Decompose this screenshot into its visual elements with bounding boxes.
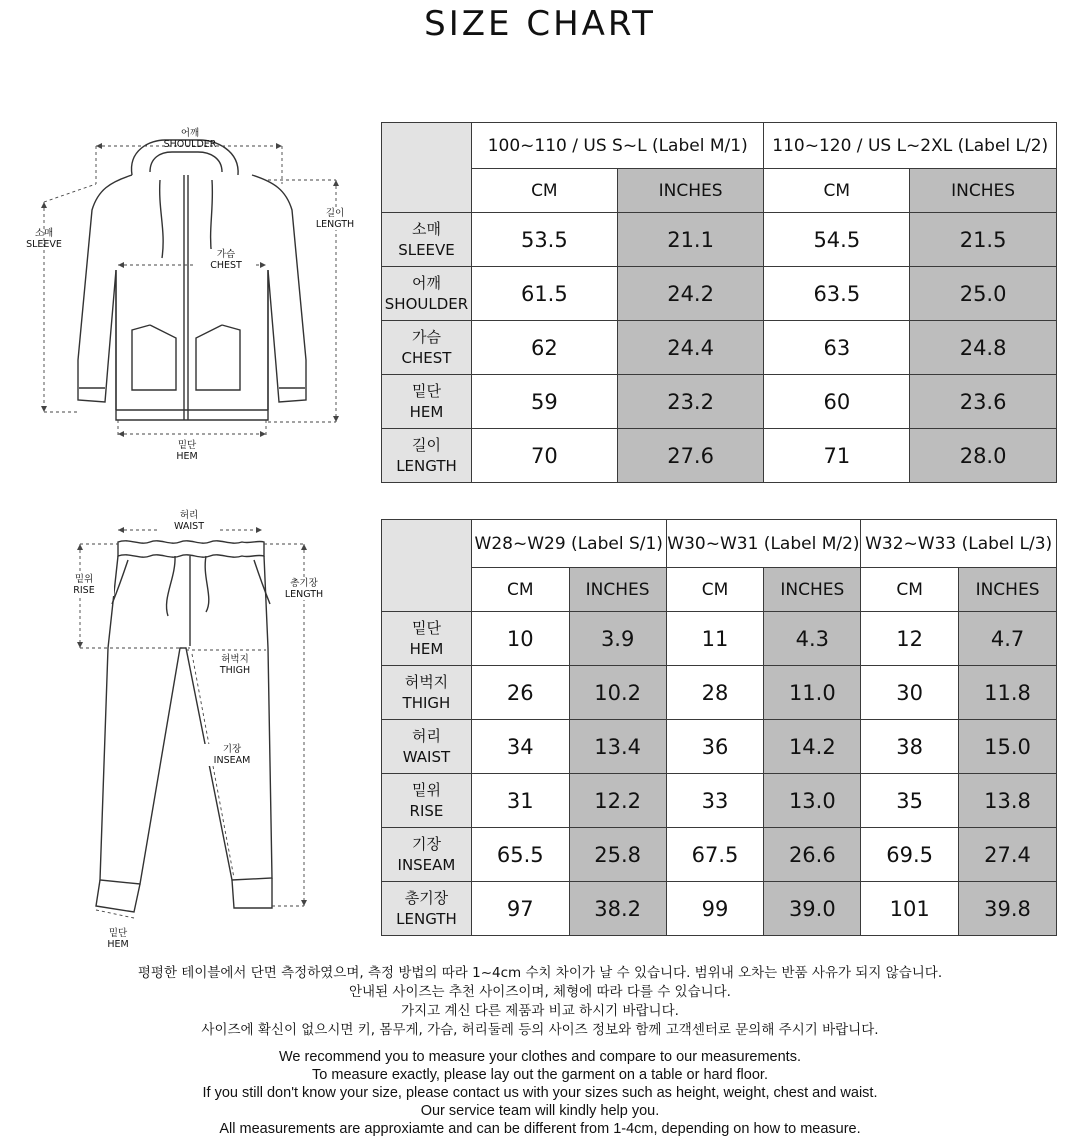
pants-diagram [0,508,370,958]
size-group-header: 110~120 / US L~2XL (Label L/2) [764,123,1057,169]
value-cell: 34 [471,720,569,774]
note-line: 평평한 테이블에서 단면 측정하였으며, 측정 방법의 따라 1~4cm 수치 차이가 날 수 있습니다. 범위내 오차는 반품 사유가 되지 않습니다. [137,965,943,981]
value-cell: 13.0 [764,774,861,828]
sleeve-label: 소매 SLEEVE [26,228,62,250]
value-cell: 15.0 [959,720,1057,774]
value-cell: 14.2 [764,720,861,774]
page-title: SIZE CHART [424,4,656,44]
value-cell: 12 [861,612,959,666]
value-cell: 60 [764,375,910,429]
value-cell: 13.4 [569,720,666,774]
size-group-header: W30~W31 (Label M/2) [666,520,861,568]
row-header-sleeve: 소매 SLEEVE [382,213,472,267]
value-cell: 67.5 [666,828,764,882]
unit-header-inches: INCHES [617,169,764,213]
note-line: All measurements are approxiamte and can be different from 1-4cm, depending on how to measure. [219,1121,861,1137]
unit-header-inches: INCHES [764,568,861,612]
value-cell: 97 [471,882,569,936]
value-cell: 39.8 [959,882,1057,936]
value-cell: 30 [861,666,959,720]
value-cell: 26 [471,666,569,720]
value-cell: 13.8 [959,774,1057,828]
value-cell: 24.2 [617,267,764,321]
unit-header-cm: CM [666,568,764,612]
value-cell: 26.6 [764,828,861,882]
value-cell: 23.6 [910,375,1057,429]
note-line: 가지고 계신 다른 제품과 비교 하시기 바랍니다. [401,1003,679,1019]
note-line: 사이즈에 확신이 없으시면 키, 몸무게, 가슴, 허리둘레 등의 사이즈 정보와 함께 고객센터로 문의해 주시기 바랍니다. [201,1022,879,1038]
size-group-header: 100~110 / US S~L (Label M/1) [471,123,763,169]
value-cell: 25.0 [910,267,1057,321]
value-cell: 62 [471,321,617,375]
table-row [382,666,1057,720]
value-cell: 63.5 [764,267,910,321]
hoodie-diagram [0,120,370,480]
hoodie-size-table [381,122,1057,483]
value-cell: 54.5 [764,213,910,267]
pants-size-table [381,519,1057,936]
value-cell: 21.1 [617,213,764,267]
value-cell: 35 [861,774,959,828]
table-row [382,720,1057,774]
table-row [382,882,1057,936]
table-row [382,429,1057,483]
size-group-header: W28~W29 (Label S/1) [471,520,666,568]
row-header-inseam: 기장 INSEAM [382,828,472,882]
value-cell: 4.7 [959,612,1057,666]
value-cell: 25.8 [569,828,666,882]
hoodie-illustration [0,120,370,480]
inseam-label: 기장 INSEAM [202,744,262,766]
unit-header-inches: INCHES [569,568,666,612]
table-corner [382,520,472,612]
value-cell: 31 [471,774,569,828]
row-header-hem: 밑단 HEM [382,612,472,666]
value-cell: 65.5 [471,828,569,882]
unit-header-cm: CM [764,169,910,213]
unit-header-inches: INCHES [959,568,1057,612]
english-notes [0,1048,1080,1138]
row-header-chest: 가슴 CHEST [382,321,472,375]
row-header-length: 길이 LENGTH [382,429,472,483]
note-line: We recommend you to measure your clothes and compare to our measurements. [279,1049,801,1065]
note-line: If you still don't know your size, please contact us with your sizes such as height, weight, chest and waist. [202,1085,878,1101]
value-cell: 38 [861,720,959,774]
unit-header-cm: CM [861,568,959,612]
value-cell: 69.5 [861,828,959,882]
value-cell: 4.3 [764,612,861,666]
value-cell: 11.8 [959,666,1057,720]
value-cell: 39.0 [764,882,861,936]
value-cell: 21.5 [910,213,1057,267]
value-cell: 70 [471,429,617,483]
note-line: Our service team will kindly help you. [420,1103,660,1119]
value-cell: 23.2 [617,375,764,429]
size-group-header: W32~W33 (Label L/3) [861,520,1057,568]
value-cell: 27.4 [959,828,1057,882]
row-header-shoulder: 어깨 SHOULDER [382,267,472,321]
table-row [382,213,1057,267]
value-cell: 11 [666,612,764,666]
value-cell: 24.8 [910,321,1057,375]
table-row [382,267,1057,321]
value-cell: 63 [764,321,910,375]
row-header-hem: 밑단 HEM [382,375,472,429]
value-cell: 27.6 [617,429,764,483]
unit-header-cm: CM [471,169,617,213]
row-header-thigh: 허벅지 THIGH [382,666,472,720]
value-cell: 36 [666,720,764,774]
value-cell: 10 [471,612,569,666]
value-cell: 53.5 [471,213,617,267]
value-cell: 99 [666,882,764,936]
value-cell: 11.0 [764,666,861,720]
shoulder-label: 어깨 SHOULDER [163,128,217,150]
row-header-rise: 밑위 RISE [382,774,472,828]
thigh-label: 허벅지 THIGH [205,654,265,676]
value-cell: 28.0 [910,429,1057,483]
waist-label: 허리 WAIST [159,510,219,532]
total-length-label: 총기장 LENGTH [272,578,336,600]
table-row [382,828,1057,882]
unit-header-inches: INCHES [910,169,1057,213]
value-cell: 61.5 [471,267,617,321]
value-cell: 38.2 [569,882,666,936]
value-cell: 71 [764,429,910,483]
table-row [382,321,1057,375]
table-corner [382,123,472,213]
table-row [382,375,1057,429]
value-cell: 24.4 [617,321,764,375]
value-cell: 10.2 [569,666,666,720]
row-header-waist: 허리 WAIST [382,720,472,774]
row-header-length: 총기장 LENGTH [382,882,472,936]
pants-hem-label: 밑단 HEM [107,928,129,950]
value-cell: 28 [666,666,764,720]
korean-notes [0,964,1080,1040]
value-cell: 59 [471,375,617,429]
hem-label: 밑단 HEM [176,440,198,462]
value-cell: 12.2 [569,774,666,828]
note-line: 안내된 사이즈는 추천 사이즈이며, 체형에 따라 다를 수 있습니다. [349,984,731,1000]
table-row [382,612,1057,666]
note-line: To measure exactly, please lay out the garment on a table or hard floor. [312,1067,768,1083]
value-cell: 101 [861,882,959,936]
value-cell: 33 [666,774,764,828]
table-row [382,774,1057,828]
length-label: 길이 LENGTH [305,208,365,230]
value-cell: 3.9 [569,612,666,666]
chest-label: 가슴 CHEST [196,249,256,271]
rise-label: 밑위 RISE [54,574,114,596]
unit-header-cm: CM [471,568,569,612]
